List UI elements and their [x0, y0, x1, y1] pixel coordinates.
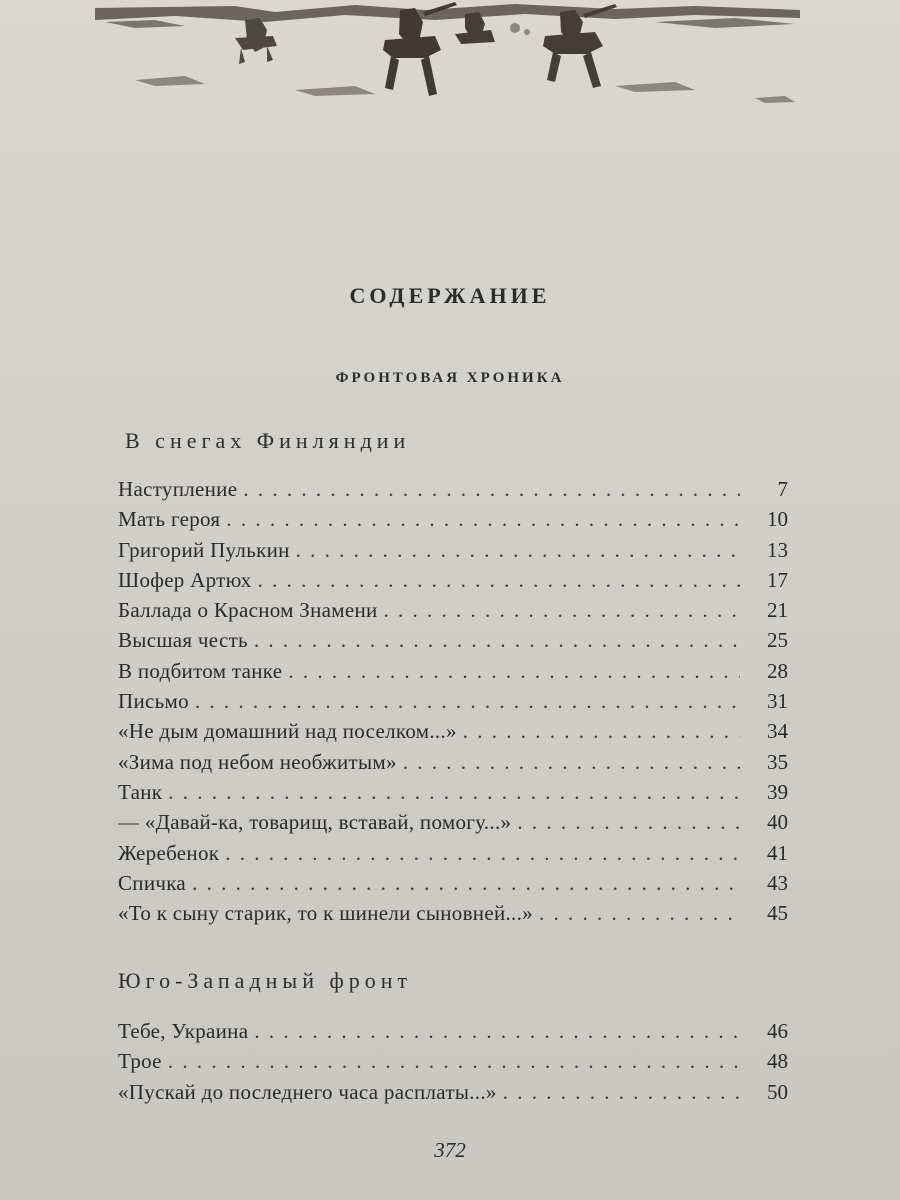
dot-leader — [288, 656, 740, 686]
entry-title: Жеребенок — [118, 840, 220, 865]
entry-title: Танк — [118, 779, 163, 804]
entry-page-number: 40 — [767, 810, 788, 835]
dot-leader — [254, 625, 740, 655]
toc-entry[interactable] — [118, 625, 788, 655]
toc-entry[interactable] — [118, 1046, 788, 1076]
toc-entry[interactable] — [118, 898, 788, 928]
toc-entry[interactable] — [118, 686, 788, 716]
entry-page-number: 50 — [767, 1079, 788, 1104]
dot-leader — [168, 1046, 740, 1076]
entry-title: — «Давай-ка, товарищ, вставай, помогу...» — [118, 810, 512, 835]
entry-title: Письмо — [118, 689, 189, 714]
entry-page-number: 35 — [767, 749, 788, 774]
contents-heading: СОДЕРЖАНИЕ — [349, 283, 551, 308]
toc-entry[interactable] — [118, 838, 788, 868]
dot-leader — [463, 716, 740, 746]
toc-entry[interactable] — [118, 535, 788, 565]
entry-page-number: 7 — [777, 477, 788, 501]
entry-title: Мать героя — [118, 507, 221, 532]
section-entries-finland — [118, 474, 788, 928]
entry-page-number: 46 — [767, 1019, 788, 1043]
dot-leader — [195, 686, 740, 716]
entry-title: Шофер Артюх — [118, 567, 252, 592]
toc-entry[interactable] — [118, 504, 788, 534]
entry-page-number: 45 — [767, 901, 788, 926]
dot-leader — [254, 1016, 740, 1046]
entry-page-number: 39 — [767, 779, 788, 804]
entry-page-number: 48 — [767, 1049, 788, 1074]
entry-title: «Зима под небом необжитым» — [118, 749, 397, 774]
dot-leader — [192, 868, 740, 898]
entry-title: «Пускай до последнего часа расплаты...» — [118, 1079, 497, 1104]
toc-entry[interactable] — [118, 565, 788, 595]
entry-page-number: 43 — [767, 870, 788, 895]
section-title-southwest: Юго-Западный фронт — [118, 968, 413, 993]
section-title-finland: В снегах Финляндии — [125, 428, 411, 453]
entry-page-number: 28 — [767, 658, 788, 683]
entry-title: Трое — [118, 1049, 162, 1074]
toc-entry[interactable] — [118, 595, 788, 625]
part-heading: ФРОНТОВАЯ ХРОНИКА — [335, 370, 565, 386]
dot-leader — [384, 595, 740, 625]
dot-leader — [503, 1077, 740, 1107]
toc-entry[interactable] — [118, 1077, 788, 1107]
dot-leader — [243, 474, 740, 504]
toc-entry[interactable] — [118, 868, 788, 898]
toc-entry[interactable] — [118, 656, 788, 686]
entry-title: «То к сыну старик, то к шинели сыновней...» — [118, 901, 533, 926]
dot-leader — [517, 807, 740, 837]
entry-page-number: 31 — [767, 689, 788, 714]
toc-entry[interactable] — [118, 1016, 788, 1046]
page-number: 372 — [434, 1138, 466, 1162]
toc-entry[interactable] — [118, 474, 788, 504]
toc-entry[interactable] — [118, 716, 788, 746]
dot-leader — [296, 535, 740, 565]
dot-leader — [168, 777, 740, 807]
entry-page-number: 34 — [767, 719, 788, 744]
entry-page-number: 21 — [767, 598, 788, 623]
entry-page-number: 13 — [767, 537, 788, 562]
toc-entry[interactable] — [118, 807, 788, 837]
entry-title: Высшая честь — [118, 628, 248, 653]
entry-page-number: 41 — [767, 840, 788, 865]
entry-title: В подбитом танке — [118, 658, 283, 683]
entry-title: «Не дым домашний над поселком...» — [118, 719, 457, 744]
entry-title: Григорий Пулькин — [118, 537, 290, 562]
section-entries-southwest — [118, 1016, 788, 1107]
dot-leader — [226, 504, 740, 534]
entry-title: Тебе, Украина — [118, 1019, 249, 1043]
entry-title: Наступление — [118, 477, 238, 501]
toc-entry[interactable] — [118, 777, 788, 807]
entry-page-number: 25 — [767, 628, 788, 653]
entry-title: Баллада о Красном Знамени — [118, 598, 378, 623]
horsemen-illustration — [95, 0, 800, 115]
dot-leader — [225, 838, 740, 868]
dot-leader — [258, 565, 740, 595]
dot-leader — [539, 898, 740, 928]
entry-page-number: 17 — [767, 567, 788, 592]
entry-title: Спичка — [118, 870, 187, 895]
dot-leader — [403, 747, 740, 777]
entry-page-number: 10 — [767, 507, 788, 532]
toc-entry[interactable] — [118, 747, 788, 777]
